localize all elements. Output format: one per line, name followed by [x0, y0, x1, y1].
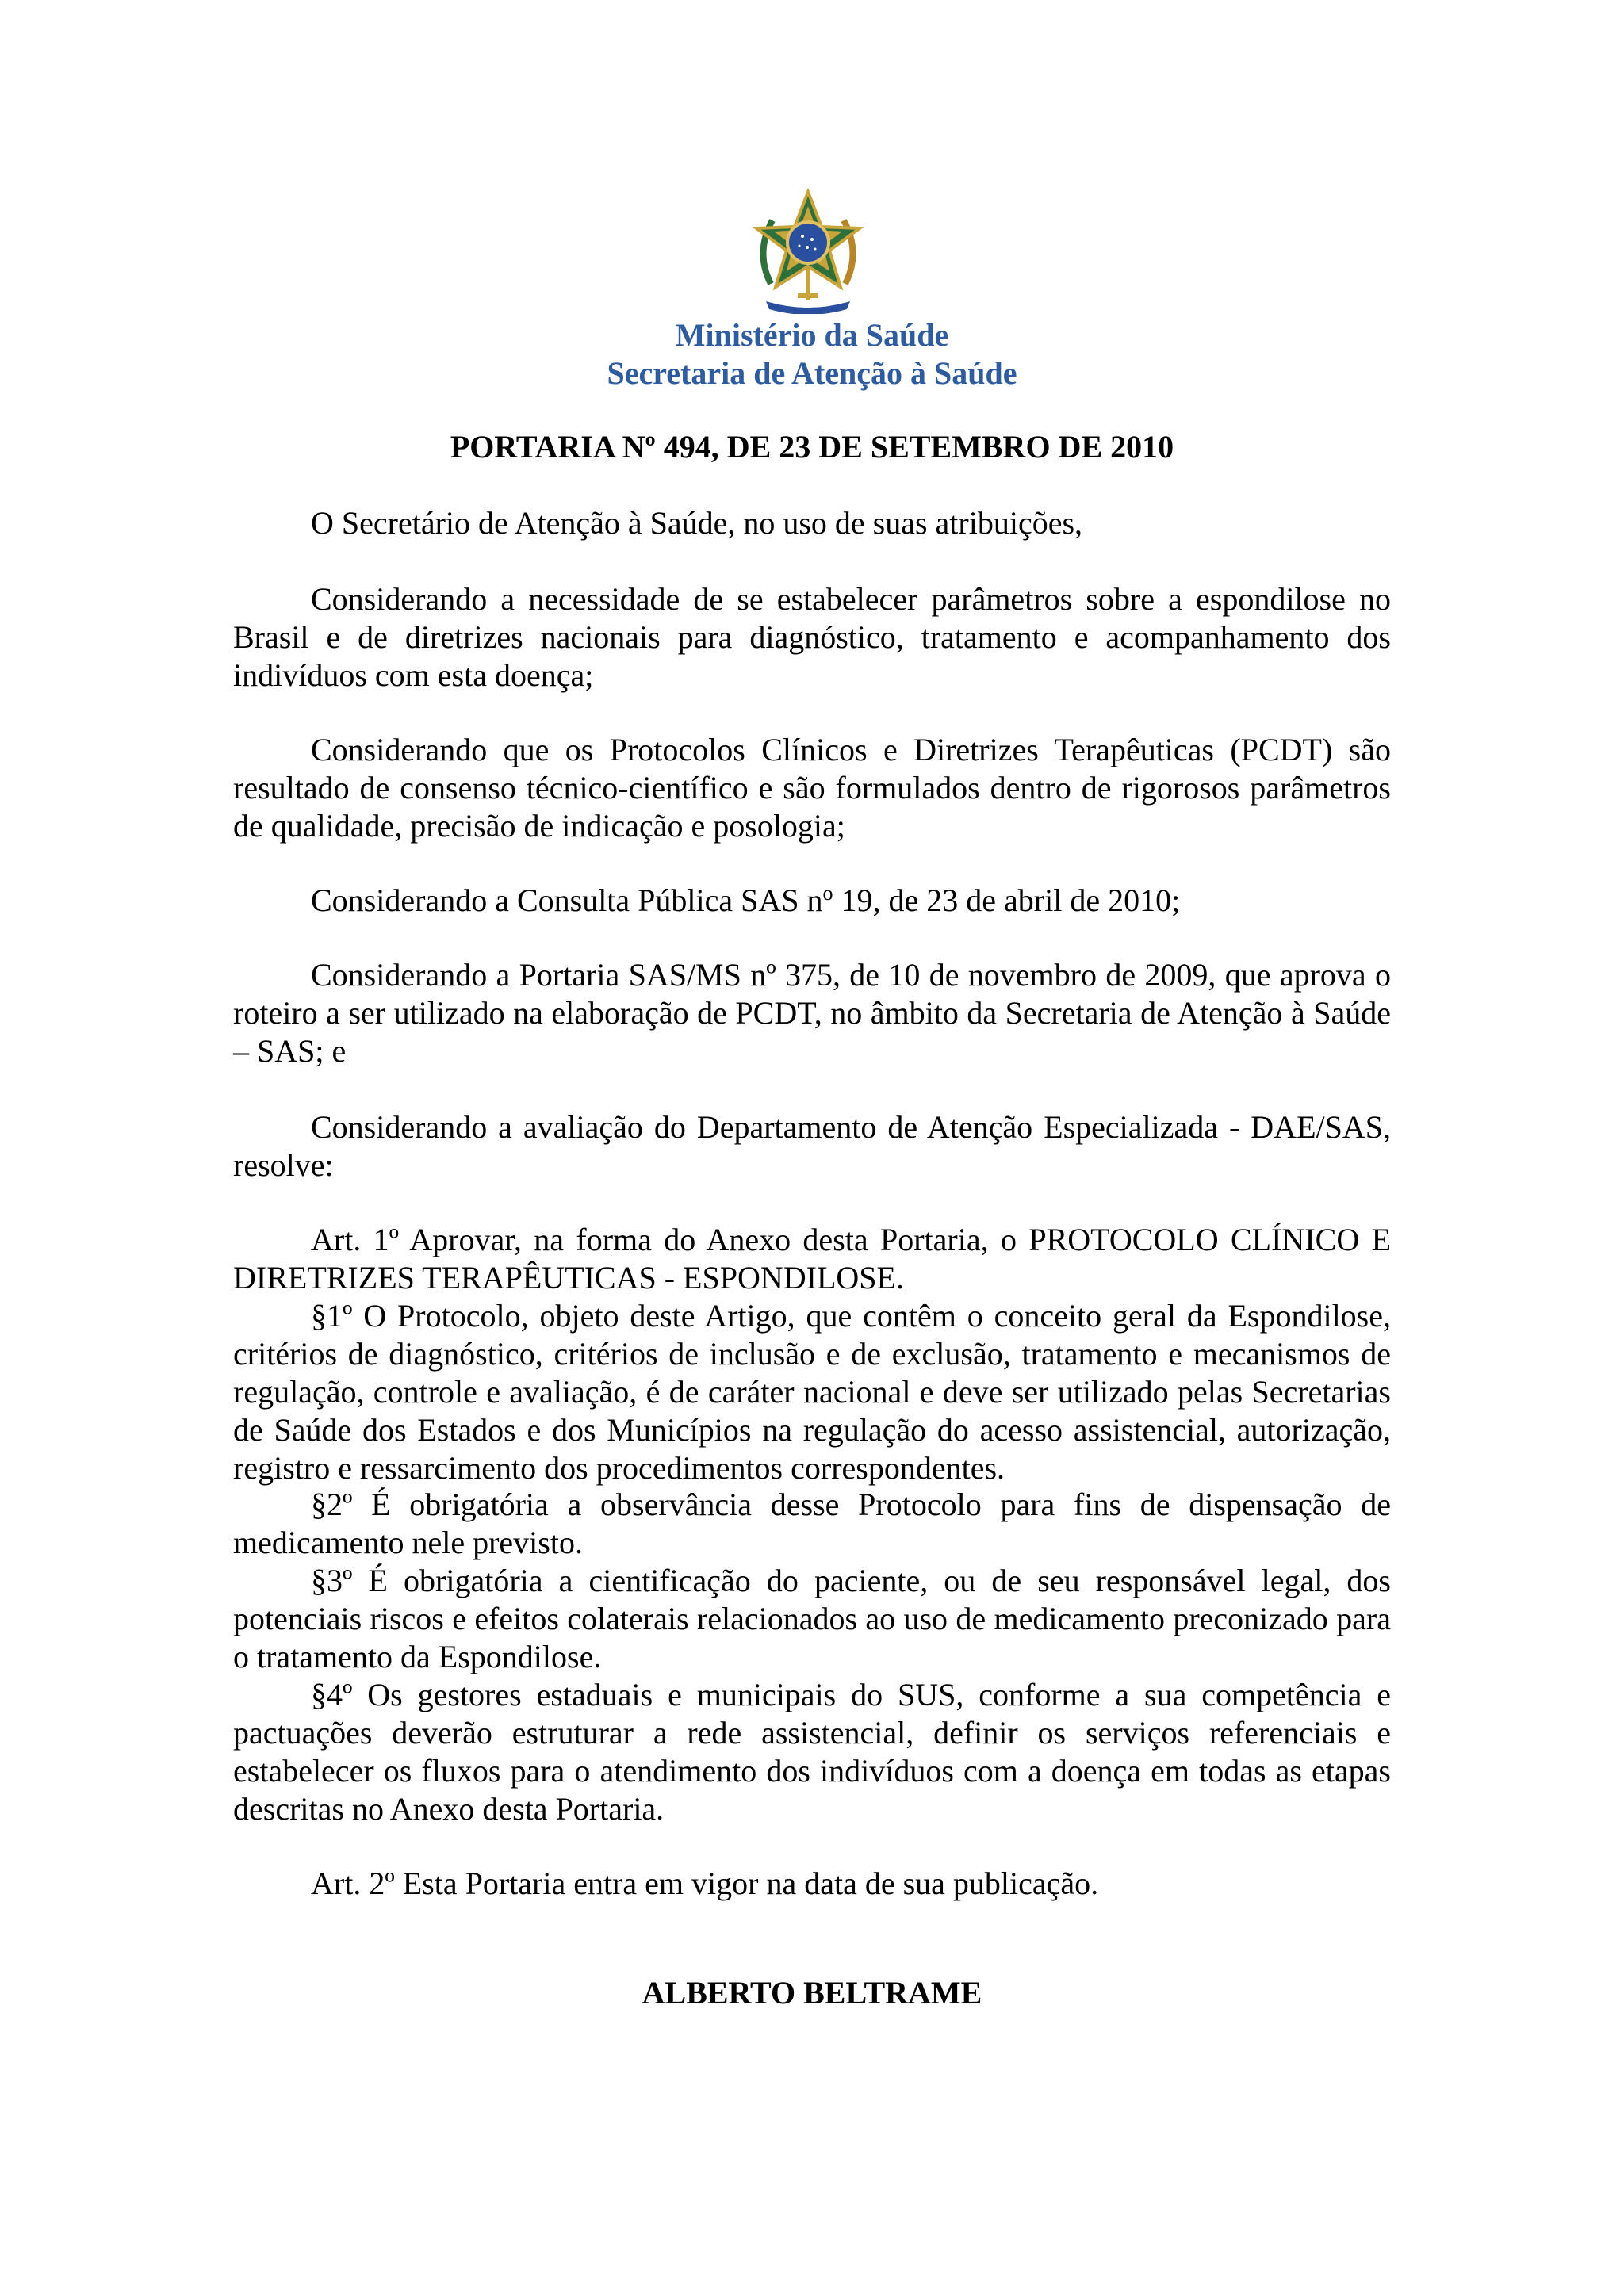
brazil-coat-of-arms-icon: [749, 189, 868, 314]
considerando-paragraph-2: Considerando que os Protocolos Clínicos e Diretrizes Terapêuticas (PCDT) são resultado de consenso técnico-científico e são formulados dentro de rigorosos parâmetros de qualidade, precisão de indicação e posologia;: [233, 732, 1391, 844]
document-title: PORTARIA Nº 494, DE 23 DE SETEMBRO DE 2010: [450, 429, 1174, 465]
signature: ALBERTO BELTRAME: [642, 1975, 982, 2011]
considerando-3-text-end: 19, de 23 de abril de 2010;: [833, 882, 1181, 918]
paragraph-1: §1º O Protocolo, objeto deste Artigo, que contêm o conceito geral da Espondilose, critérios de diagnóstico, critérios de inclusão e de exclusão, tratamento e mecanismos de regulação, controle e avaliação, é de caráter nacional e deve ser utilizado pelas Secretarias de Saúde dos Estados e dos Municípios na regulação do acesso assistencial, autorização, registro e ressarcimento dos procedimentos correspondentes.: [233, 1298, 1391, 1486]
considerando-paragraph-4: Considerando a Portaria SAS/MS nº 375, de 10 de novembro de 2009, que aprova o roteiro a ser utilizado na elaboração de PCDT, no âmbito da Secretaria de Atenção à Saúde – SAS; e: [233, 957, 1391, 1069]
ordinal-superscript: o: [822, 882, 833, 905]
article-2: Art. 2º Esta Portaria entra em vigor na data de sua publicação.: [311, 1866, 1099, 1901]
ministry-name: Ministério da Saúde: [675, 317, 949, 353]
secretariat-name: Secretaria de Atenção à Saúde: [607, 355, 1017, 391]
considerando-paragraph-1: Considerando a necessidade de se estabelecer parâmetros sobre a espondilose no Brasil e de diretrizes nacionais para diagnóstico, tratamento e acompanhamento dos indivíduos com esta doença;: [233, 581, 1391, 693]
article-1: Art. 1º Aprovar, na forma do Anexo desta Portaria, o PROTOCOLO CLÍNICO E DIRETRIZES TERAPÊUTICAS - ESPONDILOSE.: [233, 1222, 1391, 1295]
considerando-3-text: Considerando a Consulta Pública SAS n: [311, 882, 823, 918]
paragraph-2: §2º É obrigatória a observância desse Protocolo para fins de dispensação de medicamento nele previsto.: [233, 1487, 1391, 1560]
paragraph-4: §4º Os gestores estaduais e municipais do SUS, conforme a sua competência e pactuações deverão estruturar a rede assistencial, definir os serviços referenciais e estabelecer os fluxos para o atendimento dos indivíduos com a doença em todas as etapas descritas no Anexo desta Portaria.: [233, 1677, 1391, 1827]
paragraph-3: §3º É obrigatória a cientificação do paciente, ou de seu responsável legal, dos potenciais riscos e efeitos colaterais relacionados ao uso de medicamento preconizado para o tratamento da Espondilose.: [233, 1563, 1391, 1674]
opening-paragraph: O Secretário de Atenção à Saúde, no uso de suas atribuições,: [311, 505, 1083, 541]
considerando-paragraph-3: [233, 882, 1391, 920]
considerando-paragraph-5: Considerando a avaliação do Departamento de Atenção Especializada - DAE/SAS, resolve:: [233, 1109, 1391, 1183]
